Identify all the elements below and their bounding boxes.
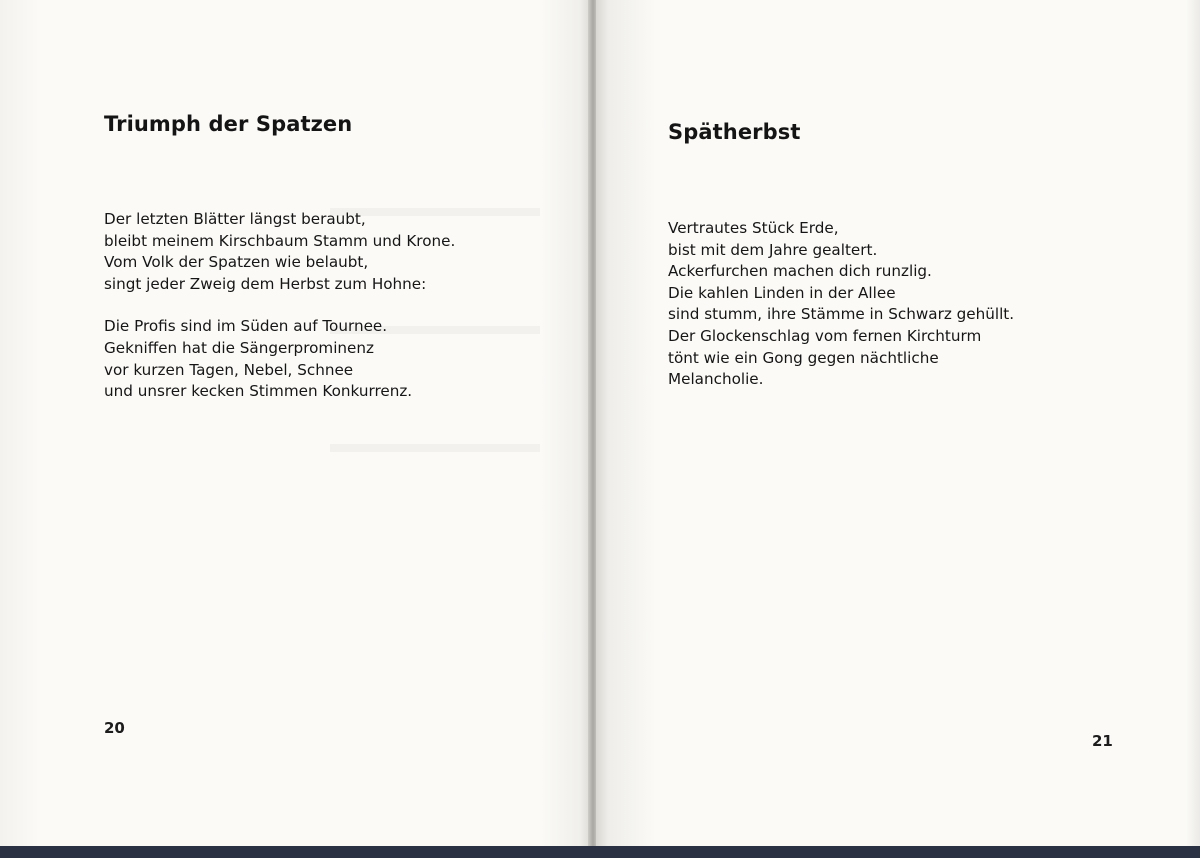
stanza	[668, 218, 1014, 391]
poem-line: bist mit dem Jahre gealtert.	[668, 240, 878, 259]
poem-line: und unsrer kecken Stimmen Konkurrenz.	[104, 382, 413, 401]
poem-line: Die kahlen Linden in der Allee	[668, 283, 896, 302]
poem-body	[104, 209, 455, 424]
poem-line: Gekniffen hat die Sängerprominenz	[104, 338, 374, 357]
stanza	[104, 316, 455, 402]
poem-line: vor kurzen Tagen, Nebel, Schnee	[104, 360, 354, 379]
poem-line: Der letzten Blätter längst beraubt,	[104, 210, 366, 228]
poem-line: sind stumm, ihre Stämme in Schwarz gehüllt.	[668, 305, 1015, 324]
poem-line: Ackerfurchen machen dich runzlig.	[668, 262, 932, 281]
poem-line: tönt wie ein Gong gegen nächtliche	[668, 348, 939, 367]
book-cover-edge	[0, 846, 1200, 858]
left-page	[0, 0, 590, 848]
poem-line: Der Glockenschlag vom fernen Kirchturm	[668, 326, 982, 345]
page-number: 21	[1092, 732, 1113, 750]
poem-line: singt jeder Zweig dem Herbst zum Hohne:	[104, 274, 427, 293]
poem-line: Die Profis sind im Süden auf Tournee.	[104, 317, 388, 336]
poem-body	[668, 218, 1014, 412]
stanza	[104, 209, 455, 295]
poem-line: Melancholie.	[668, 370, 764, 389]
page-number: 20	[104, 719, 125, 737]
poem-line: Vertrautes Stück Erde,	[668, 219, 839, 237]
poem-line: Vom Volk der Spatzen wie belaubt,	[104, 253, 369, 272]
page-title: Spätherbst	[668, 120, 801, 144]
page-title: Triumph der Spatzen	[104, 112, 353, 136]
right-page	[596, 0, 1200, 848]
poem-line: bleibt meinem Kirschbaum Stamm und Krone.	[104, 231, 456, 250]
